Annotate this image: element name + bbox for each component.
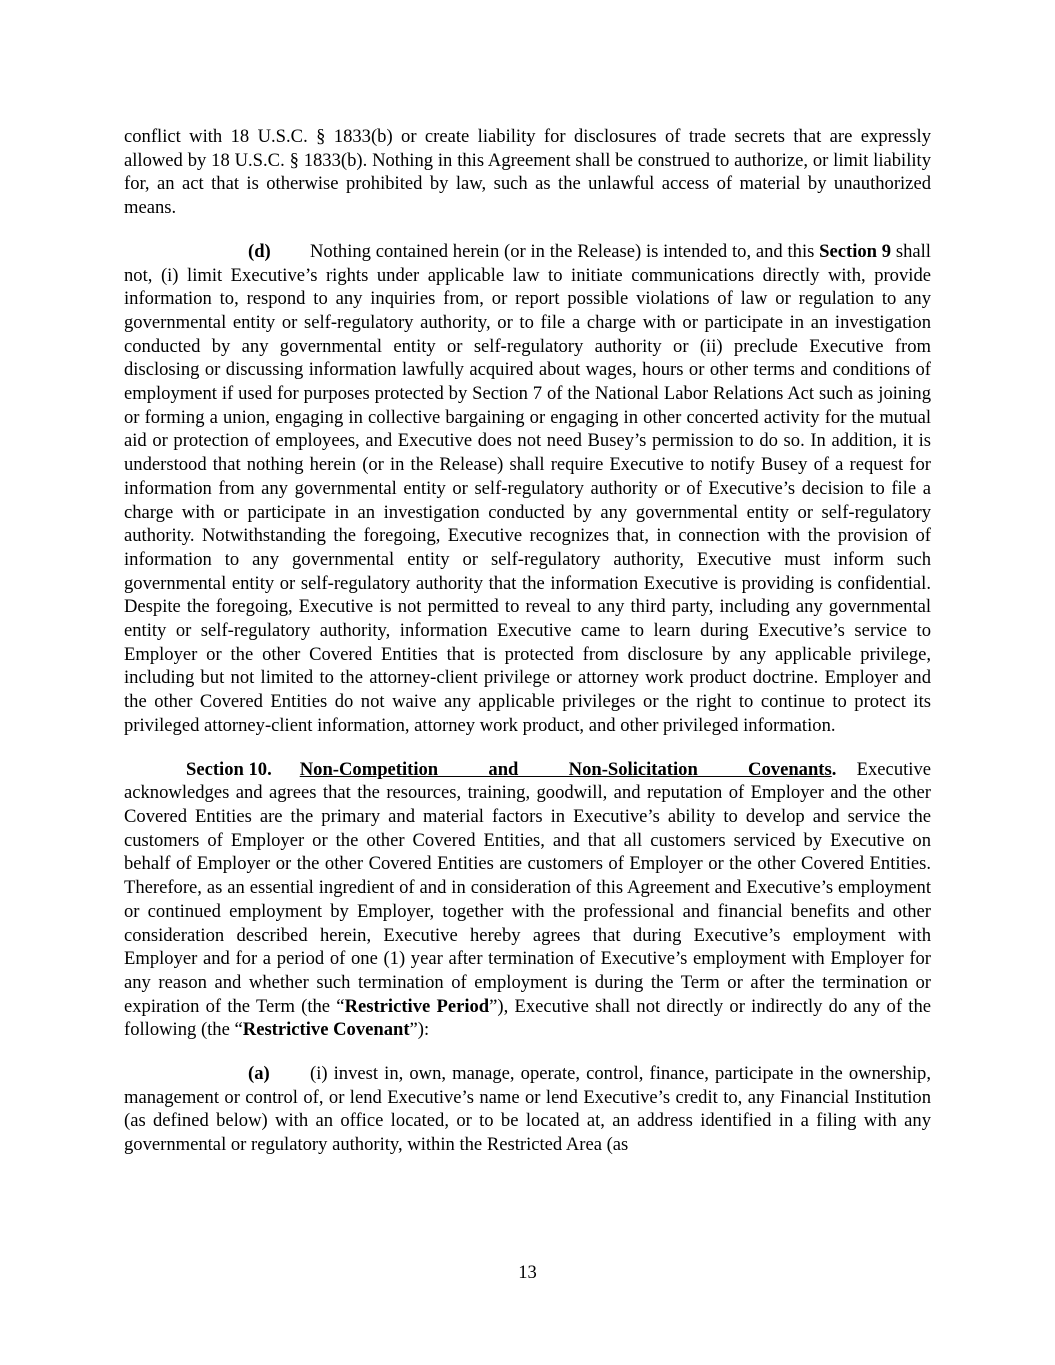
paragraph-a-label: (a)	[248, 1063, 270, 1085]
page-number: 13	[518, 1262, 537, 1283]
paragraph-d-text-1: Nothing contained herein (or in the Release) is intended to, and this	[310, 240, 820, 262]
paragraph-d-label: (d)	[248, 240, 271, 262]
page-body	[124, 125, 931, 1157]
paragraph-a	[124, 1062, 931, 1157]
paragraph-d	[124, 240, 931, 738]
restrictive-covenant-term: Restrictive Covenant	[242, 1019, 410, 1041]
section-9-reference: Section 9	[819, 240, 892, 262]
section-10-label: Section 10.	[186, 758, 272, 780]
section-10-heading: Non-Competition and Non-Solicitation Covenants	[299, 758, 832, 780]
section-10-text-3: , Executive shall not directly or indirectly do any of the following (the “	[124, 995, 931, 1041]
paragraph-d-text-2: shall not, (i) limit Executive’s rights under applicable law to initiate communications directly with, provide information to, respond to any inquiries from, or report possible violations of law or regulation to any governmental entity or self-regulatory authority, or to file a charge with or participate in an investigation conducted by any governmental entity or self-regulatory authority or (ii) preclude Executive from disclosing or discussing information lawfully acquired about wages, hours or other terms and conditions of employment if used for purposes protected by Section 7 of the National Labor Relations Act such as joining or forming a union, engaging in collective bargaining or engaging in other concerted activity for the mutual aid or protection of employees, and Executive does not need Busey’s permission to do so. In addition, it is understood that nothing herein (or in the Release) shall require Executive to notify Busey of a request for information from any governmental entity or self-regulatory authority or of Executive’s decision to file a charge with or participate in an investigation conducted by any governmental entity or self-regulatory authority. Notwithstanding the foregoing, Executive recognizes that, in connection with the provision of information to any governmental entity or self-regulatory authority, Executive must inform such governmental entity or self-regulatory authority that the information Executive is providing is confidential. Despite the foregoing, Executive is not permitted to reveal to any third party, including any governmental entity or self-regulatory authority, information Executive came to learn during Executive’s service to Employer or the other Covered Entities that is protected from disclosure by any applicable privilege, including but not limited to the attorney-client privilege or attorney work product doctrine. Employer and the other Covered Entities do not waive any applicable privileges or the right to continue to protect its privileged attorney-client information, attorney work product, and other privileged information.	[124, 240, 931, 736]
section-10-text-1: Executive acknowledges and agrees that the resources, training, goodwill, and reputation of Employer and the other Covered Entities are the primary and material factors in Executive’s ability to develop and service the customers of Employer or the other Covered Entities, and that all customers serviced by Executive on behalf of Employer or the other Covered Entities are customers of Employer or the other Covered Entities. Therefore, as an essential ingredient of and in consideration of this Agreement and Executive’s employment or continued employment by Employer, together with the professional and financial benefits and other consideration described herein, Executive hereby agrees that during Executive’s employment with Employer and for a period of one (1) year after termination of Executive’s employment with Employer for any reason and whether such termination of employment is during the Term or after the termination or expiration of the Term (the “	[124, 758, 931, 1017]
section-10-heading-period: .	[831, 758, 837, 780]
section-10-paragraph	[124, 758, 931, 1042]
paragraph-continuation: conflict with 18 U.S.C. § 1833(b) or create liability for disclosures of trade secrets that are expressly allowed by 18 U.S.C. § 1833(b). Nothing in this Agreement shall be construed to authorize, or limit liability for, an act that is otherwise prohibited by law, such as the unlawful access of material by unauthorized means.	[124, 126, 931, 219]
section-10-text-4: ”):	[409, 1019, 430, 1041]
paragraph-a-text: (i) invest in, own, manage, operate, control, finance, participate in the ownership, management or control of, or lend Executive’s name or lend Executive’s credit to, any Financial Institution (as defined below) with an office located, or to be located at, an address identified in a filing with any governmental or regulatory authority, within the Restricted Area (as	[124, 1063, 931, 1156]
restrictive-period-term: Restrictive Period	[344, 995, 490, 1017]
section-10-text-2: ”)	[489, 995, 504, 1017]
